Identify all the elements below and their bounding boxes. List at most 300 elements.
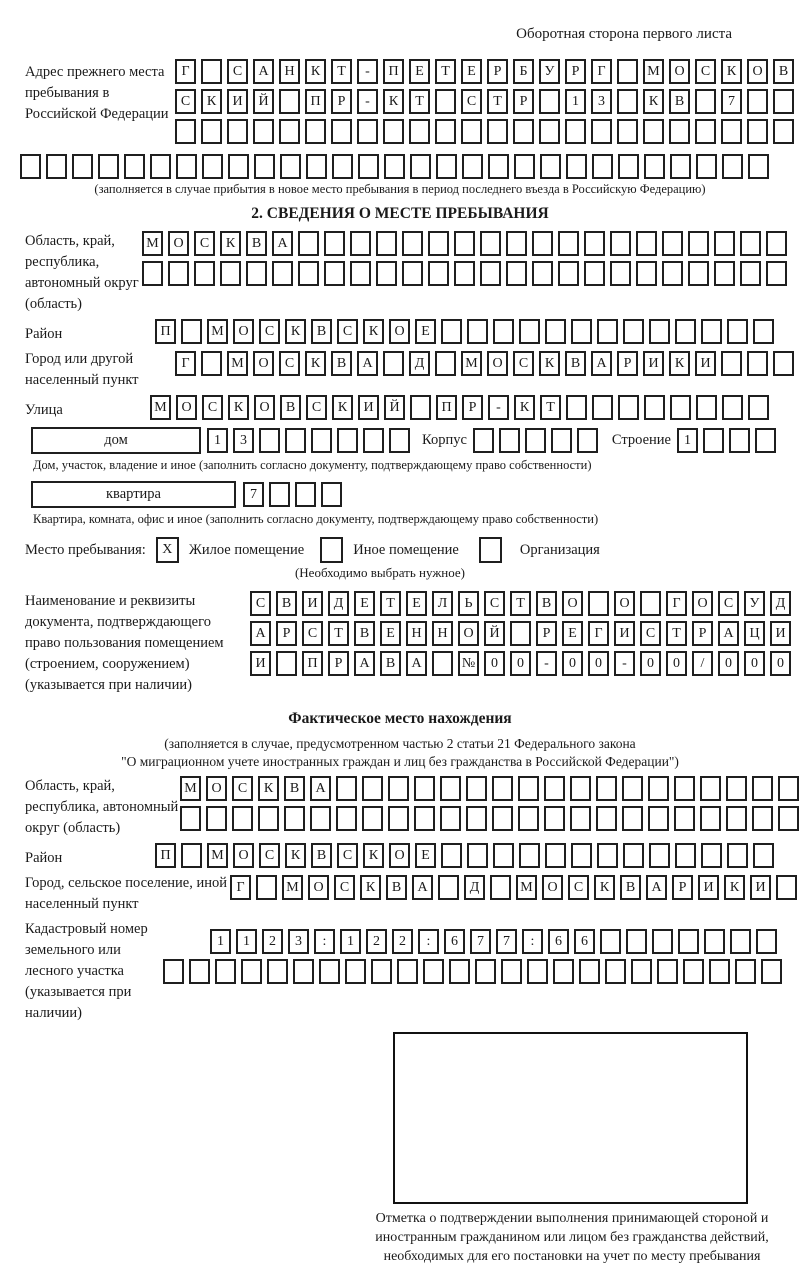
char-cell[interactable]: Н bbox=[406, 621, 427, 646]
char-cell[interactable]: В bbox=[354, 621, 375, 646]
char-cell[interactable] bbox=[558, 231, 579, 256]
char-cell[interactable] bbox=[428, 231, 449, 256]
gorod-row[interactable] bbox=[175, 351, 794, 376]
char-cell[interactable] bbox=[695, 89, 716, 114]
char-cell[interactable]: А bbox=[310, 776, 331, 801]
char-cell[interactable]: Т bbox=[510, 591, 531, 616]
char-cell[interactable] bbox=[175, 119, 196, 144]
char-cell[interactable]: К bbox=[514, 395, 535, 420]
char-cell[interactable]: С bbox=[259, 319, 280, 344]
char-cell[interactable] bbox=[649, 319, 670, 344]
char-cell[interactable] bbox=[215, 959, 236, 984]
char-cell[interactable] bbox=[570, 806, 591, 831]
char-cell[interactable] bbox=[514, 154, 535, 179]
char-cell[interactable] bbox=[688, 261, 709, 286]
char-cell[interactable] bbox=[525, 428, 546, 453]
oblast-row-1[interactable] bbox=[142, 231, 787, 256]
stroenie-row[interactable] bbox=[677, 427, 776, 453]
char-cell[interactable]: А bbox=[250, 621, 271, 646]
char-cell[interactable]: К bbox=[363, 843, 384, 868]
char-cell[interactable]: 7 bbox=[721, 89, 742, 114]
char-cell[interactable]: О bbox=[562, 591, 583, 616]
char-cell[interactable] bbox=[544, 776, 565, 801]
char-cell[interactable] bbox=[414, 776, 435, 801]
char-cell[interactable] bbox=[279, 89, 300, 114]
char-cell[interactable] bbox=[466, 776, 487, 801]
char-cell[interactable]: Н bbox=[279, 59, 300, 84]
char-cell[interactable] bbox=[267, 959, 288, 984]
char-cell[interactable] bbox=[748, 154, 769, 179]
char-cell[interactable]: Е bbox=[406, 591, 427, 616]
char-cell[interactable]: И bbox=[250, 651, 271, 676]
char-cell[interactable] bbox=[566, 154, 587, 179]
char-cell[interactable]: С bbox=[227, 59, 248, 84]
char-cell[interactable] bbox=[584, 261, 605, 286]
char-cell[interactable]: И bbox=[302, 591, 323, 616]
char-cell[interactable] bbox=[577, 428, 598, 453]
char-cell[interactable] bbox=[551, 428, 572, 453]
char-cell[interactable]: А bbox=[354, 651, 375, 676]
char-cell[interactable]: - bbox=[357, 59, 378, 84]
char-cell[interactable]: : bbox=[418, 929, 439, 954]
char-cell[interactable] bbox=[727, 319, 748, 344]
char-cell[interactable] bbox=[376, 261, 397, 286]
char-cell[interactable] bbox=[778, 776, 799, 801]
char-cell[interactable] bbox=[305, 119, 326, 144]
char-cell[interactable] bbox=[703, 428, 724, 453]
char-cell[interactable] bbox=[384, 154, 405, 179]
char-cell[interactable]: Й bbox=[253, 89, 274, 114]
char-cell[interactable] bbox=[596, 806, 617, 831]
char-cell[interactable]: Р bbox=[672, 875, 693, 900]
char-cell[interactable]: М bbox=[461, 351, 482, 376]
char-cell[interactable]: В bbox=[311, 843, 332, 868]
char-cell[interactable]: О bbox=[176, 395, 197, 420]
char-cell[interactable] bbox=[761, 959, 782, 984]
char-cell[interactable]: И bbox=[358, 395, 379, 420]
char-cell[interactable] bbox=[622, 806, 643, 831]
char-cell[interactable]: 6 bbox=[444, 929, 465, 954]
char-cell[interactable] bbox=[258, 806, 279, 831]
char-cell[interactable] bbox=[519, 843, 540, 868]
char-cell[interactable]: С bbox=[279, 351, 300, 376]
char-cell[interactable] bbox=[519, 319, 540, 344]
char-cell[interactable]: Т bbox=[487, 89, 508, 114]
char-cell[interactable]: 7 bbox=[470, 929, 491, 954]
char-cell[interactable] bbox=[571, 319, 592, 344]
char-cell[interactable]: 0 bbox=[484, 651, 505, 676]
char-cell[interactable]: У bbox=[539, 59, 560, 84]
char-cell[interactable] bbox=[409, 119, 430, 144]
char-cell[interactable] bbox=[201, 119, 222, 144]
char-cell[interactable] bbox=[700, 806, 721, 831]
kadastr-row-2[interactable] bbox=[163, 959, 782, 984]
char-cell[interactable] bbox=[752, 776, 773, 801]
char-cell[interactable] bbox=[714, 261, 735, 286]
char-cell[interactable] bbox=[735, 959, 756, 984]
char-cell[interactable] bbox=[487, 119, 508, 144]
char-cell[interactable] bbox=[701, 843, 722, 868]
char-cell[interactable]: Р bbox=[487, 59, 508, 84]
factual-oblast-row-2[interactable] bbox=[180, 806, 799, 831]
char-cell[interactable] bbox=[259, 428, 280, 453]
char-cell[interactable]: К bbox=[305, 59, 326, 84]
char-cell[interactable]: 1 bbox=[207, 428, 228, 453]
char-cell[interactable] bbox=[454, 261, 475, 286]
char-cell[interactable]: Д bbox=[770, 591, 791, 616]
char-cell[interactable] bbox=[565, 119, 586, 144]
char-cell[interactable]: В bbox=[773, 59, 794, 84]
char-cell[interactable]: Е bbox=[562, 621, 583, 646]
char-cell[interactable]: 0 bbox=[640, 651, 661, 676]
char-cell[interactable]: В bbox=[620, 875, 641, 900]
char-cell[interactable]: Р bbox=[565, 59, 586, 84]
char-cell[interactable]: А bbox=[272, 231, 293, 256]
char-cell[interactable] bbox=[142, 261, 163, 286]
char-cell[interactable]: К bbox=[305, 351, 326, 376]
char-cell[interactable] bbox=[201, 59, 222, 84]
char-cell[interactable] bbox=[488, 154, 509, 179]
char-cell[interactable] bbox=[518, 806, 539, 831]
char-cell[interactable]: 1 bbox=[340, 929, 361, 954]
char-cell[interactable]: 0 bbox=[510, 651, 531, 676]
char-cell[interactable]: А bbox=[718, 621, 739, 646]
char-cell[interactable] bbox=[480, 261, 501, 286]
char-cell[interactable]: П bbox=[302, 651, 323, 676]
char-cell[interactable] bbox=[527, 959, 548, 984]
char-cell[interactable]: Р bbox=[328, 651, 349, 676]
char-cell[interactable]: П bbox=[155, 843, 176, 868]
char-cell[interactable] bbox=[414, 806, 435, 831]
char-cell[interactable]: И bbox=[698, 875, 719, 900]
char-cell[interactable] bbox=[473, 428, 494, 453]
char-cell[interactable]: П bbox=[305, 89, 326, 114]
char-cell[interactable]: Й bbox=[384, 395, 405, 420]
char-cell[interactable] bbox=[617, 89, 638, 114]
char-cell[interactable]: О bbox=[206, 776, 227, 801]
char-cell[interactable]: М bbox=[282, 875, 303, 900]
char-cell[interactable]: Р bbox=[692, 621, 713, 646]
char-cell[interactable]: Ь bbox=[458, 591, 479, 616]
korpus-row[interactable] bbox=[473, 427, 598, 453]
char-cell[interactable]: К bbox=[285, 319, 306, 344]
char-cell[interactable] bbox=[499, 428, 520, 453]
char-cell[interactable]: 2 bbox=[366, 929, 387, 954]
char-cell[interactable] bbox=[600, 929, 621, 954]
char-cell[interactable] bbox=[622, 776, 643, 801]
char-cell[interactable] bbox=[644, 395, 665, 420]
char-cell[interactable]: 1 bbox=[236, 929, 257, 954]
char-cell[interactable]: С bbox=[695, 59, 716, 84]
char-cell[interactable]: - bbox=[357, 89, 378, 114]
char-cell[interactable]: К bbox=[360, 875, 381, 900]
char-cell[interactable] bbox=[776, 875, 797, 900]
char-cell[interactable] bbox=[747, 351, 768, 376]
char-cell[interactable] bbox=[336, 776, 357, 801]
char-cell[interactable]: Е bbox=[380, 621, 401, 646]
char-cell[interactable] bbox=[674, 776, 695, 801]
char-cell[interactable]: Е bbox=[415, 843, 436, 868]
char-cell[interactable]: 3 bbox=[233, 428, 254, 453]
char-cell[interactable]: О bbox=[692, 591, 713, 616]
char-cell[interactable] bbox=[293, 959, 314, 984]
char-cell[interactable] bbox=[662, 261, 683, 286]
char-cell[interactable]: Е bbox=[409, 59, 430, 84]
char-cell[interactable] bbox=[298, 231, 319, 256]
char-cell[interactable] bbox=[626, 929, 647, 954]
char-cell[interactable] bbox=[423, 959, 444, 984]
char-cell[interactable]: М bbox=[142, 231, 163, 256]
char-cell[interactable] bbox=[345, 959, 366, 984]
char-cell[interactable]: П bbox=[383, 59, 404, 84]
char-cell[interactable] bbox=[435, 89, 456, 114]
char-cell[interactable] bbox=[432, 651, 453, 676]
char-cell[interactable]: А bbox=[412, 875, 433, 900]
factual-gorod-row[interactable] bbox=[230, 875, 797, 900]
char-cell[interactable]: Ц bbox=[744, 621, 765, 646]
char-cell[interactable]: Р bbox=[513, 89, 534, 114]
char-cell[interactable] bbox=[683, 959, 704, 984]
rayon-row[interactable] bbox=[155, 319, 774, 344]
char-cell[interactable] bbox=[285, 428, 306, 453]
char-cell[interactable] bbox=[704, 929, 725, 954]
char-cell[interactable] bbox=[597, 843, 618, 868]
char-cell[interactable] bbox=[388, 776, 409, 801]
char-cell[interactable] bbox=[492, 806, 513, 831]
char-cell[interactable]: А bbox=[646, 875, 667, 900]
char-cell[interactable] bbox=[670, 154, 691, 179]
char-cell[interactable]: - bbox=[488, 395, 509, 420]
char-cell[interactable] bbox=[756, 929, 777, 954]
char-cell[interactable] bbox=[648, 776, 669, 801]
char-cell[interactable] bbox=[357, 119, 378, 144]
char-cell[interactable] bbox=[306, 154, 327, 179]
char-cell[interactable]: Н bbox=[432, 621, 453, 646]
char-cell[interactable]: К bbox=[332, 395, 353, 420]
char-cell[interactable] bbox=[163, 959, 184, 984]
char-cell[interactable]: 6 bbox=[548, 929, 569, 954]
char-cell[interactable] bbox=[730, 929, 751, 954]
char-cell[interactable] bbox=[513, 119, 534, 144]
char-cell[interactable] bbox=[228, 154, 249, 179]
char-cell[interactable] bbox=[150, 154, 171, 179]
char-cell[interactable]: М bbox=[227, 351, 248, 376]
char-cell[interactable] bbox=[696, 395, 717, 420]
char-cell[interactable] bbox=[272, 261, 293, 286]
char-cell[interactable] bbox=[773, 351, 794, 376]
char-cell[interactable]: В bbox=[284, 776, 305, 801]
char-cell[interactable]: 3 bbox=[591, 89, 612, 114]
char-cell[interactable] bbox=[640, 591, 661, 616]
char-cell[interactable]: Т bbox=[666, 621, 687, 646]
char-cell[interactable] bbox=[440, 806, 461, 831]
char-cell[interactable] bbox=[618, 395, 639, 420]
char-cell[interactable] bbox=[350, 231, 371, 256]
char-cell[interactable] bbox=[441, 843, 462, 868]
char-cell[interactable] bbox=[678, 929, 699, 954]
char-cell[interactable]: С bbox=[484, 591, 505, 616]
char-cell[interactable] bbox=[773, 89, 794, 114]
char-cell[interactable]: М bbox=[516, 875, 537, 900]
char-cell[interactable] bbox=[778, 806, 799, 831]
char-cell[interactable]: В bbox=[280, 395, 301, 420]
char-cell[interactable] bbox=[337, 428, 358, 453]
char-cell[interactable]: С bbox=[250, 591, 271, 616]
char-cell[interactable] bbox=[46, 154, 67, 179]
char-cell[interactable]: С bbox=[194, 231, 215, 256]
char-cell[interactable] bbox=[747, 89, 768, 114]
char-cell[interactable] bbox=[176, 154, 197, 179]
char-cell[interactable] bbox=[570, 776, 591, 801]
char-cell[interactable] bbox=[311, 428, 332, 453]
char-cell[interactable] bbox=[752, 806, 773, 831]
char-cell[interactable] bbox=[584, 231, 605, 256]
char-cell[interactable] bbox=[755, 428, 776, 453]
char-cell[interactable]: К bbox=[539, 351, 560, 376]
char-cell[interactable] bbox=[461, 119, 482, 144]
char-cell[interactable] bbox=[701, 319, 722, 344]
char-cell[interactable] bbox=[532, 231, 553, 256]
char-cell[interactable]: Л bbox=[432, 591, 453, 616]
char-cell[interactable] bbox=[350, 261, 371, 286]
char-cell[interactable] bbox=[189, 959, 210, 984]
char-cell[interactable] bbox=[475, 959, 496, 984]
char-cell[interactable]: О bbox=[253, 351, 274, 376]
char-cell[interactable] bbox=[591, 119, 612, 144]
char-cell[interactable] bbox=[670, 395, 691, 420]
char-cell[interactable]: К bbox=[201, 89, 222, 114]
char-cell[interactable] bbox=[454, 231, 475, 256]
char-cell[interactable]: 0 bbox=[770, 651, 791, 676]
doc-row-2[interactable] bbox=[250, 621, 791, 646]
char-cell[interactable] bbox=[383, 119, 404, 144]
char-cell[interactable]: К bbox=[643, 89, 664, 114]
char-cell[interactable] bbox=[558, 261, 579, 286]
char-cell[interactable]: Г bbox=[230, 875, 251, 900]
char-cell[interactable] bbox=[389, 428, 410, 453]
char-cell[interactable]: С bbox=[461, 89, 482, 114]
char-cell[interactable] bbox=[545, 843, 566, 868]
char-cell[interactable]: О bbox=[614, 591, 635, 616]
char-cell[interactable]: Т bbox=[435, 59, 456, 84]
char-cell[interactable] bbox=[657, 959, 678, 984]
dom-row[interactable] bbox=[207, 427, 410, 453]
char-cell[interactable] bbox=[709, 959, 730, 984]
char-cell[interactable]: О bbox=[233, 319, 254, 344]
char-cell[interactable]: : bbox=[314, 929, 335, 954]
char-cell[interactable] bbox=[321, 482, 342, 507]
char-cell[interactable] bbox=[747, 119, 768, 144]
char-cell[interactable] bbox=[649, 843, 670, 868]
char-cell[interactable] bbox=[363, 428, 384, 453]
char-cell[interactable]: 7 bbox=[243, 482, 264, 507]
char-cell[interactable] bbox=[648, 806, 669, 831]
char-cell[interactable] bbox=[726, 776, 747, 801]
char-cell[interactable]: 2 bbox=[262, 929, 283, 954]
char-cell[interactable] bbox=[319, 959, 340, 984]
char-cell[interactable]: Д bbox=[464, 875, 485, 900]
char-cell[interactable]: Г bbox=[591, 59, 612, 84]
char-cell[interactable]: Р bbox=[617, 351, 638, 376]
char-cell[interactable] bbox=[480, 231, 501, 256]
char-cell[interactable] bbox=[284, 806, 305, 831]
char-cell[interactable]: Г bbox=[666, 591, 687, 616]
char-cell[interactable] bbox=[397, 959, 418, 984]
char-cell[interactable]: Е bbox=[354, 591, 375, 616]
char-cell[interactable] bbox=[295, 482, 316, 507]
char-cell[interactable]: И bbox=[227, 89, 248, 114]
char-cell[interactable] bbox=[493, 843, 514, 868]
char-cell[interactable]: № bbox=[458, 651, 479, 676]
char-cell[interactable]: - bbox=[536, 651, 557, 676]
char-cell[interactable] bbox=[388, 806, 409, 831]
char-cell[interactable]: Е bbox=[461, 59, 482, 84]
char-cell[interactable] bbox=[643, 119, 664, 144]
char-cell[interactable]: М bbox=[207, 843, 228, 868]
kvartira-row[interactable] bbox=[243, 481, 342, 507]
char-cell[interactable] bbox=[617, 119, 638, 144]
char-cell[interactable] bbox=[695, 119, 716, 144]
char-cell[interactable] bbox=[72, 154, 93, 179]
char-cell[interactable] bbox=[402, 261, 423, 286]
char-cell[interactable] bbox=[688, 231, 709, 256]
char-cell[interactable] bbox=[597, 319, 618, 344]
char-cell[interactable]: А bbox=[406, 651, 427, 676]
char-cell[interactable] bbox=[571, 843, 592, 868]
char-cell[interactable]: - bbox=[614, 651, 635, 676]
char-cell[interactable]: В bbox=[331, 351, 352, 376]
char-cell[interactable]: М bbox=[207, 319, 228, 344]
char-cell[interactable] bbox=[652, 929, 673, 954]
char-cell[interactable] bbox=[467, 843, 488, 868]
char-cell[interactable]: / bbox=[692, 651, 713, 676]
char-cell[interactable]: Д bbox=[409, 351, 430, 376]
char-cell[interactable] bbox=[438, 875, 459, 900]
char-cell[interactable] bbox=[462, 154, 483, 179]
char-cell[interactable] bbox=[539, 119, 560, 144]
char-cell[interactable]: С bbox=[337, 319, 358, 344]
char-cell[interactable]: К bbox=[724, 875, 745, 900]
char-cell[interactable] bbox=[729, 428, 750, 453]
char-cell[interactable] bbox=[506, 231, 527, 256]
char-cell[interactable] bbox=[721, 119, 742, 144]
char-cell[interactable] bbox=[376, 231, 397, 256]
char-cell[interactable] bbox=[605, 959, 626, 984]
char-cell[interactable]: О bbox=[747, 59, 768, 84]
char-cell[interactable] bbox=[540, 154, 561, 179]
factual-oblast-row-1[interactable] bbox=[180, 776, 799, 801]
char-cell[interactable]: Д bbox=[328, 591, 349, 616]
char-cell[interactable]: Т bbox=[328, 621, 349, 646]
doc-row-1[interactable] bbox=[250, 591, 791, 616]
char-cell[interactable]: В bbox=[380, 651, 401, 676]
char-cell[interactable]: О bbox=[542, 875, 563, 900]
char-cell[interactable]: К bbox=[363, 319, 384, 344]
char-cell[interactable]: У bbox=[744, 591, 765, 616]
char-cell[interactable] bbox=[501, 959, 522, 984]
char-cell[interactable] bbox=[726, 806, 747, 831]
char-cell[interactable] bbox=[675, 843, 696, 868]
char-cell[interactable]: Р bbox=[536, 621, 557, 646]
char-cell[interactable]: С bbox=[232, 776, 253, 801]
char-cell[interactable]: А bbox=[591, 351, 612, 376]
char-cell[interactable] bbox=[410, 395, 431, 420]
char-cell[interactable]: В bbox=[565, 351, 586, 376]
char-cell[interactable] bbox=[227, 119, 248, 144]
char-cell[interactable]: 1 bbox=[677, 428, 698, 453]
char-cell[interactable]: Г bbox=[588, 621, 609, 646]
char-cell[interactable]: Г bbox=[175, 351, 196, 376]
